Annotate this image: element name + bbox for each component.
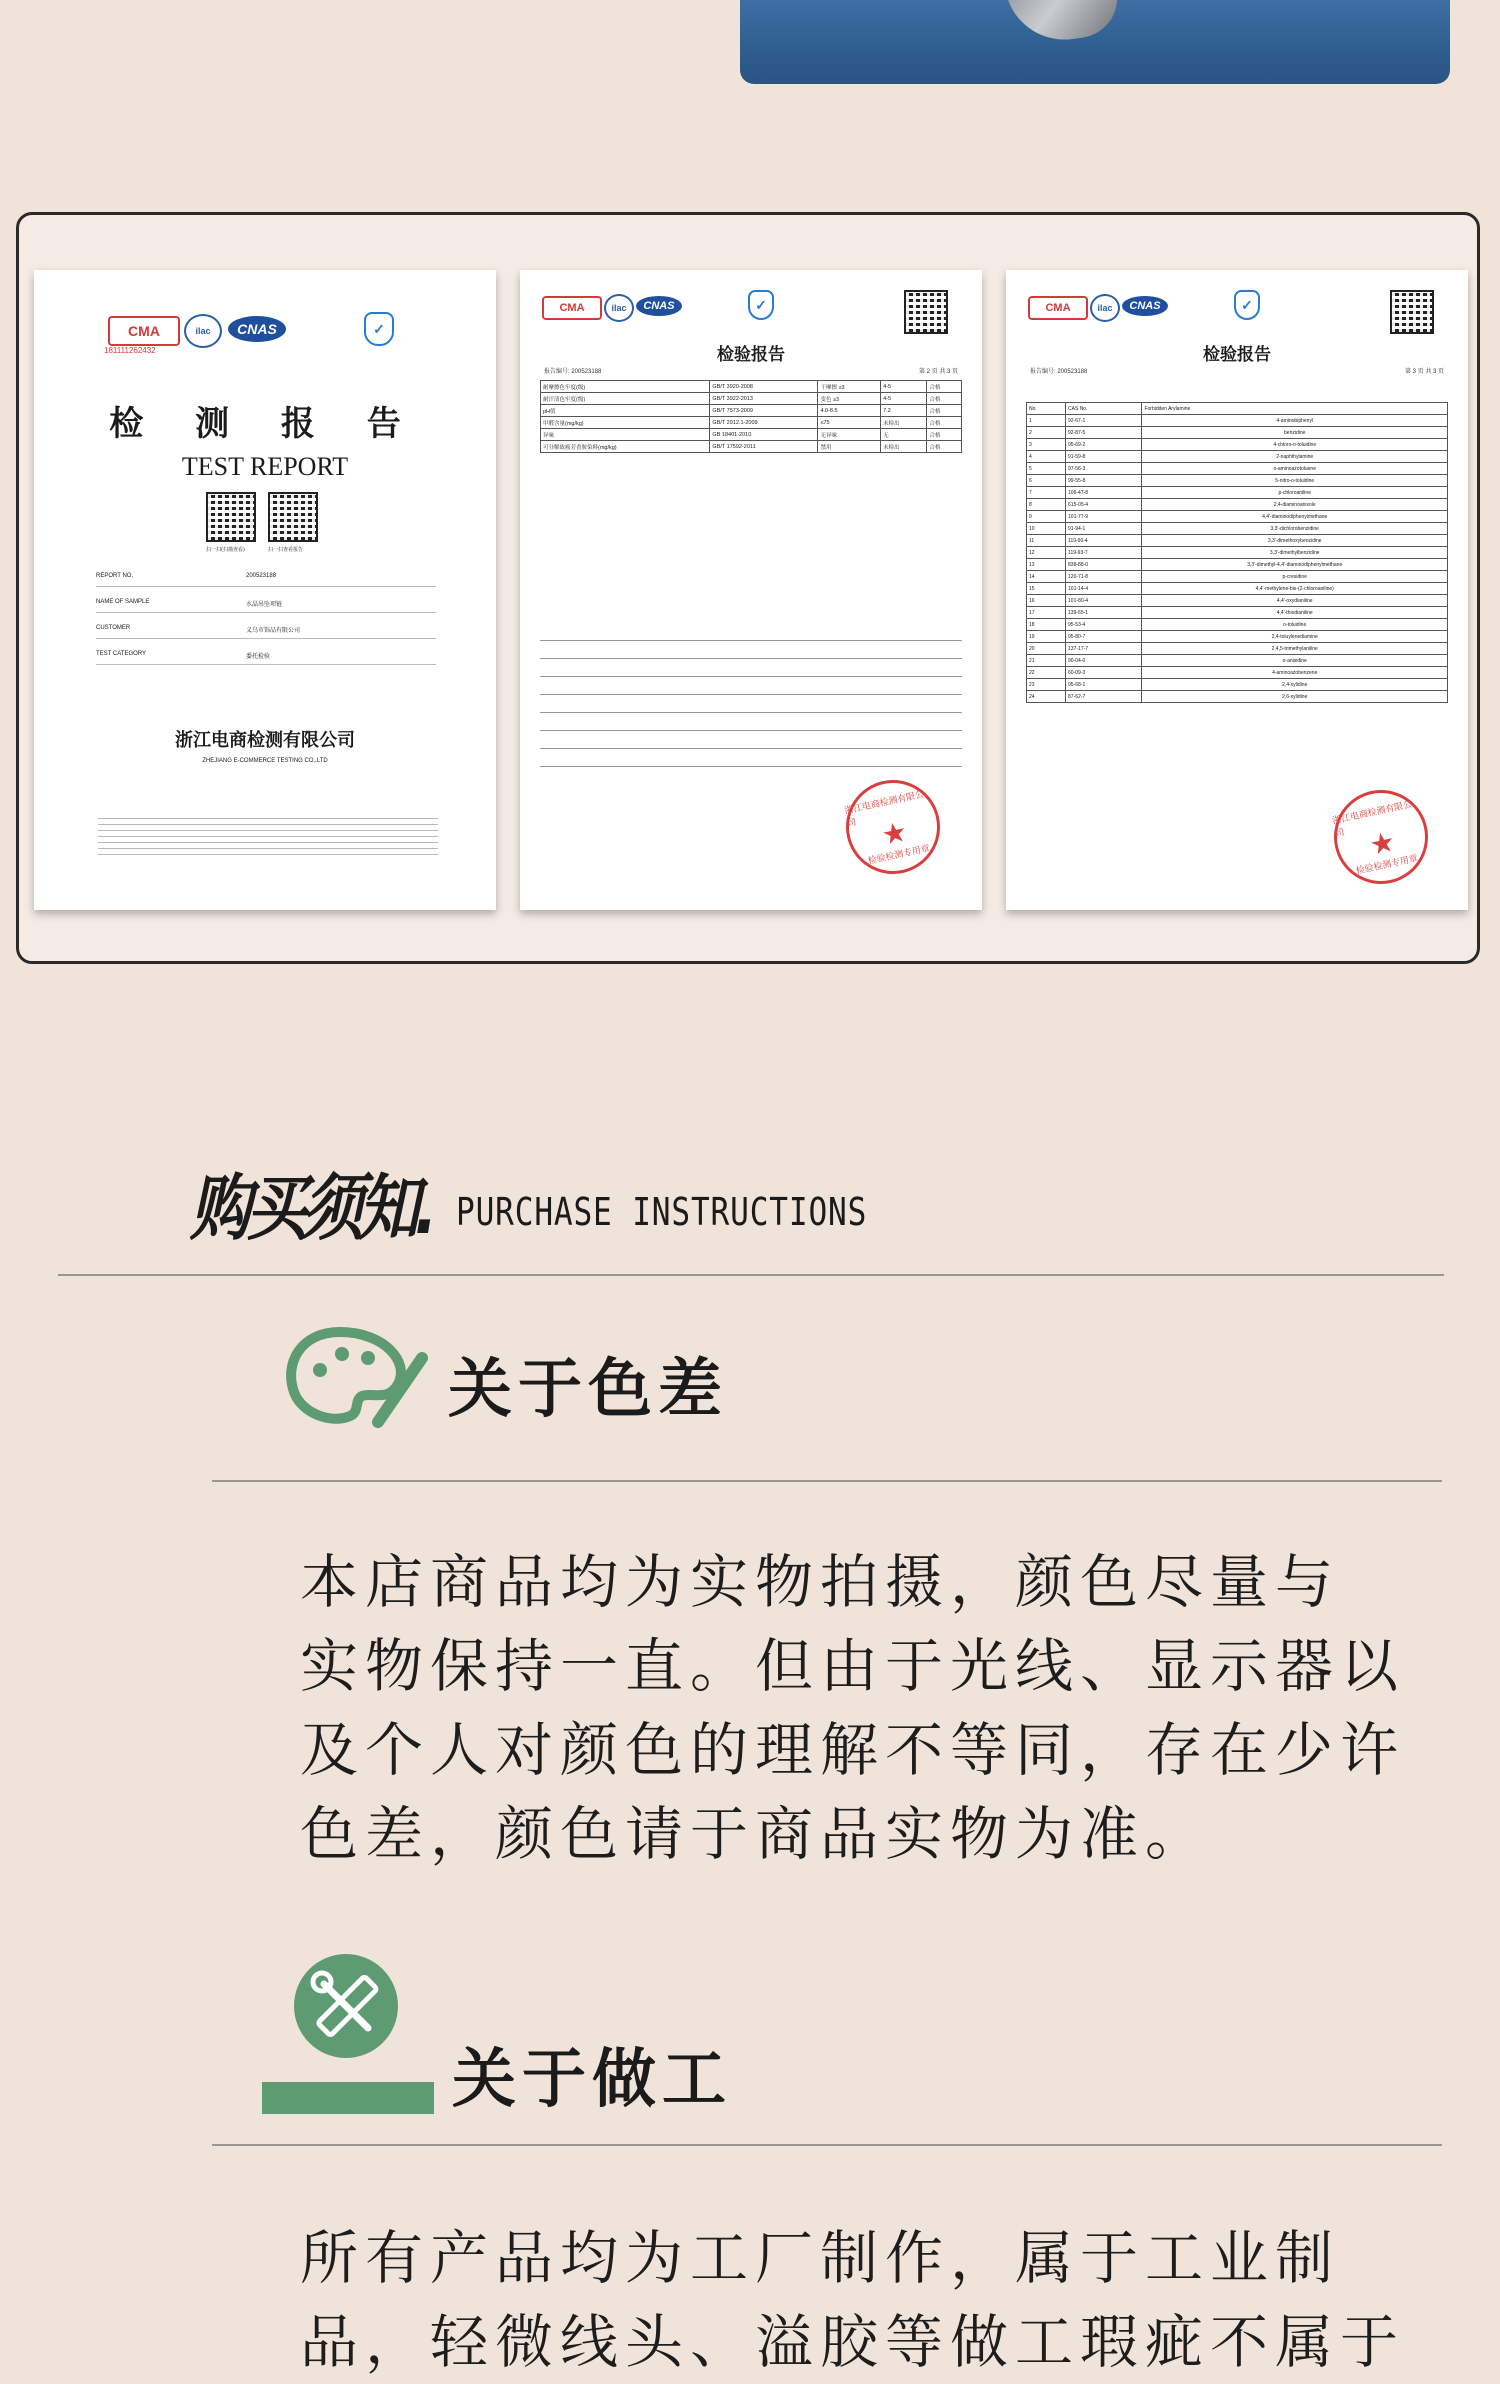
- table-cell: 2,4-diaminoanisole: [1142, 499, 1448, 511]
- subsection-divider: [212, 2144, 1442, 2146]
- cnas-logo: CNAS: [1122, 296, 1168, 316]
- table-cell: 2,4,5-trimethylaniline: [1142, 643, 1448, 655]
- metal-clip-image: [1004, 0, 1123, 47]
- table-cell: 119-90-4: [1066, 535, 1142, 547]
- table-cell: 5: [1027, 463, 1066, 475]
- report-title-en: TEST REPORT: [181, 452, 349, 481]
- qr-caption: 扫一扫查看报告: [268, 547, 304, 553]
- table-header-row: No. CAS No. Forbidden Arylamine: [1027, 403, 1448, 415]
- table-cell: 91-94-1: [1066, 523, 1142, 535]
- table-row: [1027, 415, 1448, 427]
- table-cell: 17: [1027, 607, 1066, 619]
- table-cell: 1: [1027, 415, 1066, 427]
- table-cell: 9: [1027, 511, 1066, 523]
- table-cell: 3,3'-dimethoxybenzidine: [1142, 535, 1448, 547]
- table-cell: 3: [1027, 439, 1066, 451]
- ilac-mra-logo: ilac: [1090, 294, 1120, 322]
- table-cell: 4-aminoazobenzene: [1142, 667, 1448, 679]
- color-difference-title: 关于色差: [448, 1353, 728, 1427]
- table-row: [1027, 607, 1448, 619]
- table-cell: 7: [1027, 487, 1066, 499]
- table-cell: 106-47-8: [1066, 487, 1142, 499]
- table-cell: 3,3'-dimethylbenzidine: [1142, 547, 1448, 559]
- report-field: CUSTOMER 义乌市饰品有限公司: [96, 624, 436, 639]
- table-cell: 19: [1027, 631, 1066, 643]
- table-row: [1027, 571, 1448, 583]
- fine-print: [98, 818, 438, 858]
- table-cell: 12: [1027, 547, 1066, 559]
- table-cell: 4-aminobiphenyl: [1142, 415, 1448, 427]
- testing-company-name-en: ZHEJIANG E-COMMERCE TESTING CO.,LTD: [202, 758, 328, 764]
- table-cell: 2,4-toluylenediamine: [1142, 631, 1448, 643]
- report-field: NAME OF SAMPLE 水晶吊坠项链: [96, 598, 436, 613]
- test-report-cover: [34, 270, 496, 910]
- page-indicator: 第 3 页 共 3 页: [1404, 369, 1444, 375]
- table-row: [1027, 439, 1448, 451]
- palette-icon: [280, 1318, 430, 1438]
- table-row: [1027, 487, 1448, 499]
- workmanship-line: 品，轻微线头、溢胶等做工瑕疵不属于: [300, 2308, 1406, 2376]
- report-field: TEST CATEGORY 委托检验: [96, 650, 436, 665]
- table-cell: 119-93-7: [1066, 547, 1142, 559]
- table-row: [1027, 535, 1448, 547]
- qr-code-icon: [904, 290, 948, 334]
- table-cell: 4,4'-oxydianiline: [1142, 595, 1448, 607]
- table-cell: 21: [1027, 655, 1066, 667]
- table-cell: 101-77-9: [1066, 511, 1142, 523]
- table-cell: 92-67-1: [1066, 415, 1142, 427]
- table-cell: 139-65-1: [1066, 607, 1142, 619]
- cnas-logo: CNAS: [636, 296, 682, 316]
- table-row: [1027, 679, 1448, 691]
- table-cell: o-toluidine: [1142, 619, 1448, 631]
- ilac-mra-logo: ilac: [184, 314, 222, 348]
- table-cell: o-aminoazotoluene: [1142, 463, 1448, 475]
- table-row: [1027, 547, 1448, 559]
- table-row: [1027, 499, 1448, 511]
- report-number: 报告编号: 200523188: [1030, 369, 1088, 375]
- table-cell: 95-69-2: [1066, 439, 1142, 451]
- report-title-cn: 检 测 报 告: [109, 404, 421, 444]
- qr-code-icon: [1390, 290, 1434, 334]
- table-cell: 23: [1027, 679, 1066, 691]
- table-cell: 13: [1027, 559, 1066, 571]
- table-row: [1027, 463, 1448, 475]
- table-cell: 14: [1027, 571, 1066, 583]
- table-row: [1027, 595, 1448, 607]
- table-row: [1027, 583, 1448, 595]
- table-cell: 2,4-xylidine: [1142, 679, 1448, 691]
- table-row: [1027, 427, 1448, 439]
- cma-logo: CMA: [108, 316, 180, 346]
- table-cell: 15: [1027, 583, 1066, 595]
- table-row: [1027, 691, 1448, 703]
- table-row: 耐汗渍色牢度(级) GB/T 3922-2013 变色 ≥3 4-5 合格: [541, 393, 962, 405]
- table-cell: 95-80-7: [1066, 631, 1142, 643]
- table-row: 可分解致癌芳香胺染料(mg/kg) GB/T 17592-2011 禁用 未检出 合格: [541, 441, 962, 453]
- inspection-report-page-2: [520, 270, 982, 910]
- company-seal: 浙江电商检测有限公司 ★ 检验检测专用章: [1325, 781, 1436, 892]
- report-title: 检验报告: [1203, 345, 1271, 365]
- table-cell: 90-04-0: [1066, 655, 1142, 667]
- table-cell: 4-chloro-o-toluidine: [1142, 439, 1448, 451]
- table-row: [1027, 667, 1448, 679]
- table-row: 异味 GB 18401-2010 无异味 无 合格: [541, 429, 962, 441]
- table-cell: p-chloroaniline: [1142, 487, 1448, 499]
- color-difference-line: 本店商品均为实物拍摄，颜色尽量与: [300, 1548, 1341, 1616]
- table-cell: 2: [1027, 427, 1066, 439]
- report-field: REPORT NO. 200523188: [96, 572, 436, 587]
- section-title-en: PURCHASE INSTRUCTIONS: [456, 1190, 868, 1234]
- testing-company-name: 浙江电商检测有限公司: [175, 730, 355, 751]
- table-cell: 87-62-7: [1066, 691, 1142, 703]
- workmanship-line: 所有产品均为工厂制作，属于工业制: [300, 2224, 1341, 2292]
- table-cell: 22: [1027, 667, 1066, 679]
- table-cell: 101-80-4: [1066, 595, 1142, 607]
- table-cell: 99-55-8: [1066, 475, 1142, 487]
- table-cell: 3,3'-dichlorobenzidine: [1142, 523, 1448, 535]
- table-cell: 11: [1027, 535, 1066, 547]
- subsection-divider: [212, 1480, 1442, 1482]
- table-cell: 95-53-4: [1066, 619, 1142, 631]
- table-cell: 95-68-1: [1066, 679, 1142, 691]
- cnas-logo: CNAS: [228, 316, 286, 342]
- ilac-mra-logo: ilac: [604, 294, 634, 322]
- company-seal: 浙江电商检测有限公司 ★ 检验检测专用章: [837, 771, 948, 882]
- table-cell: 16: [1027, 595, 1066, 607]
- workmanship-title: 关于做工: [452, 2043, 732, 2117]
- arylamine-table: [1026, 402, 1448, 703]
- qr-code-icon: [268, 492, 318, 542]
- table-row: pH值 GB/T 7573-2009 4.0-8.5 7.2 合格: [541, 405, 962, 417]
- table-cell: 2-naphthylamine: [1142, 451, 1448, 463]
- table-grid-lines: [540, 640, 962, 770]
- table-cell: 97-56-3: [1066, 463, 1142, 475]
- table-cell: 615-05-4: [1066, 499, 1142, 511]
- table-cell: 20: [1027, 643, 1066, 655]
- table-cell: 92-87-5: [1066, 427, 1142, 439]
- table-cell: 4: [1027, 451, 1066, 463]
- table-cell: o-anisidine: [1142, 655, 1448, 667]
- ecommerce-testing-badge-icon: ✓: [364, 312, 394, 346]
- table-row: [1027, 559, 1448, 571]
- table-cell: p-cresidine: [1142, 571, 1448, 583]
- table-cell: 6: [1027, 475, 1066, 487]
- table-row: 耐摩擦色牢度(级) GB/T 3920-2008 干摩擦 ≥3 4-5 合格: [541, 381, 962, 393]
- table-row: [1027, 511, 1448, 523]
- color-difference-line: 色差，颜色请于商品实物为准。: [300, 1800, 1211, 1868]
- table-row: [1027, 475, 1448, 487]
- cma-logo: CMA: [1028, 296, 1088, 320]
- icon-underline-bar: [262, 2082, 434, 2114]
- tools-icon: [288, 1948, 404, 2064]
- table-cell: 24: [1027, 691, 1066, 703]
- qr-code-icon: [206, 492, 256, 542]
- report-number: 报告编号: 200523188: [544, 369, 602, 375]
- table-cell: benzidine: [1142, 427, 1448, 439]
- table-cell: 8: [1027, 499, 1066, 511]
- table-cell: 101-14-4: [1066, 583, 1142, 595]
- table-cell: 4,4'-thiodianiline: [1142, 607, 1448, 619]
- table-cell: 10: [1027, 523, 1066, 535]
- table-cell: 60-09-3: [1066, 667, 1142, 679]
- cma-number: 181111262432: [104, 346, 156, 355]
- table-cell: 91-59-8: [1066, 451, 1142, 463]
- table-cell: 120-71-8: [1066, 571, 1142, 583]
- test-results-table: [540, 380, 962, 453]
- page-indicator: 第 2 页 共 3 页: [918, 369, 958, 375]
- product-photo-fragment: [740, 0, 1450, 84]
- table-row: [1027, 619, 1448, 631]
- color-difference-line: 实物保持一直。但由于光线、显示器以: [300, 1632, 1406, 1700]
- table-cell: 5-nitro-o-toluidine: [1142, 475, 1448, 487]
- table-cell: 3,3'-dimethyl-4,4'-diaminodiphenylmethane: [1142, 559, 1448, 571]
- table-cell: 137-17-7: [1066, 643, 1142, 655]
- table-row: [1027, 451, 1448, 463]
- table-cell: 4,4'-diaminodiphenylmethane: [1142, 511, 1448, 523]
- table-cell: 18: [1027, 619, 1066, 631]
- report-title: 检验报告: [717, 345, 785, 365]
- ecommerce-testing-badge-icon: ✓: [748, 290, 774, 320]
- cma-logo: CMA: [542, 296, 602, 320]
- table-row: [1027, 643, 1448, 655]
- table-row: [1027, 523, 1448, 535]
- color-difference-line: 及个人对颜色的理解不等同，存在少许: [300, 1716, 1406, 1784]
- qr-caption: 扫一扫(扫描查看): [206, 547, 245, 553]
- section-divider: [58, 1274, 1444, 1276]
- table-cell: 2,6-xylidine: [1142, 691, 1448, 703]
- ecommerce-testing-badge-icon: ✓: [1234, 290, 1260, 320]
- section-title-cn: 购买须知.: [190, 1166, 433, 1250]
- table-cell: 838-88-0: [1066, 559, 1142, 571]
- table-row: [1027, 655, 1448, 667]
- table-row: 甲醛含量(mg/kg) GB/T 2912.1-2009 ≤75 未检出 合格: [541, 417, 962, 429]
- table-cell: 4,4'-methylene-bis-(2-chloroaniline): [1142, 583, 1448, 595]
- table-row: [1027, 631, 1448, 643]
- inspection-report-page-3: [1006, 270, 1468, 910]
